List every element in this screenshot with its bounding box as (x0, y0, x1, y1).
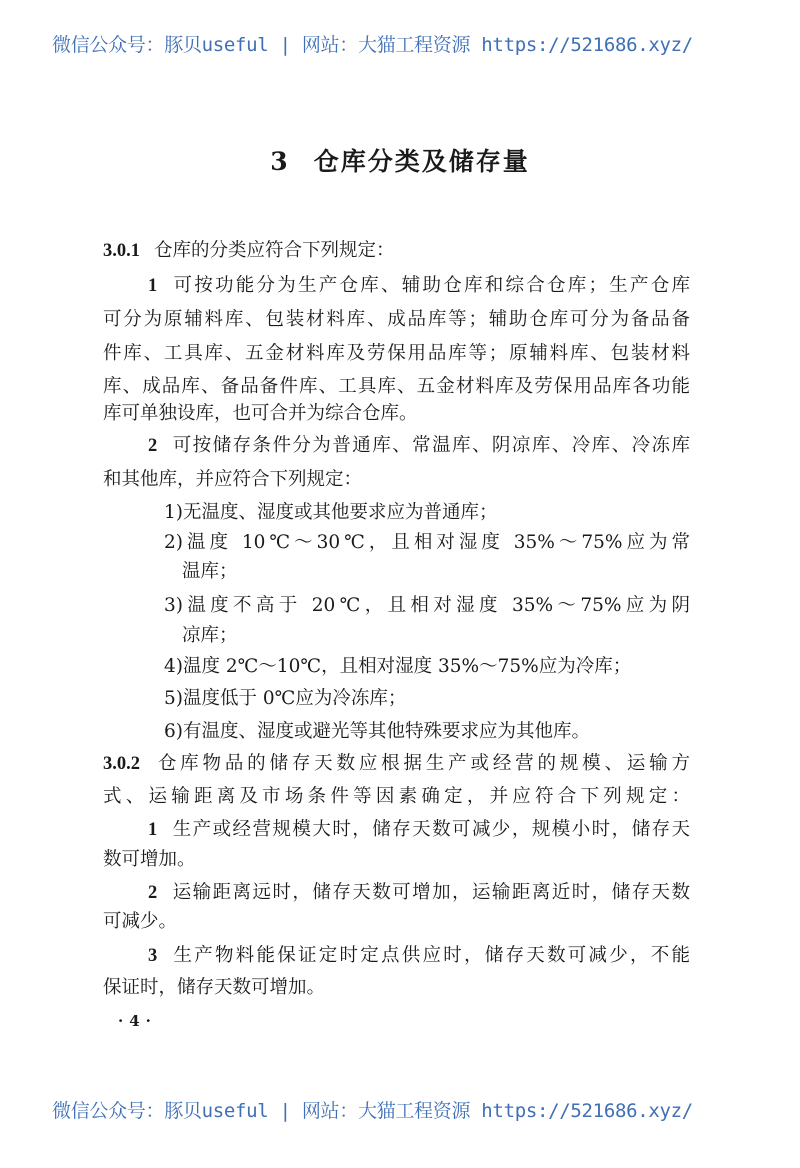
page-number: ·4· (118, 1012, 157, 1030)
line-text: 3)温度不高于 20℃，且相对湿度 35%～75%应为阴 (164, 595, 690, 616)
clause-line (103, 751, 690, 777)
text-line (103, 784, 690, 810)
text-line (103, 341, 690, 367)
text-line (103, 467, 362, 493)
chapter-number: 3 (270, 147, 290, 176)
clause-line (148, 433, 690, 459)
line-text: 5)温度低于 0℃应为冷冻库； (164, 688, 407, 709)
line-text: 可按功能分为生产仓库、辅助仓库和综合仓库；生产仓库 (171, 275, 690, 296)
line-text: 温库； (182, 561, 238, 582)
text-line (164, 719, 590, 745)
line-text: 6)有温度、湿度或避光等其他特殊要求应为其他库。 (164, 721, 590, 742)
text-line (103, 401, 418, 427)
clause-line (103, 238, 395, 264)
line-text: 和其他库，并应符合下列规定： (103, 469, 363, 490)
text-line (103, 847, 196, 873)
clause-line (148, 880, 690, 906)
clause-line (148, 273, 690, 299)
text-line (164, 593, 690, 619)
clause-line (148, 817, 690, 843)
text-line (182, 623, 238, 649)
line-text: 凉库； (182, 625, 238, 646)
watermark-footer: 微信公众号：豚贝useful | 网站：大猫工程资源 https://521686.xyz/ (52, 1100, 693, 1122)
line-text: 1)无温度、湿度或其他要求应为普通库； (164, 502, 498, 523)
line-text: 可分为原辅料库、包装材料库、成品库等；辅助仓库可分为备品备 (103, 309, 690, 330)
text-line (164, 500, 498, 526)
clause-line (148, 943, 690, 969)
watermark-header: 微信公众号：豚贝useful | 网站：大猫工程资源 https://521686.xyz/ (52, 34, 693, 56)
clause-number: 3.0.1 (103, 241, 140, 261)
clause-number: 1 (148, 820, 158, 840)
line-text: 库、成品库、备品备件库、工具库、五金材料库及劳保用品库各功能 (103, 376, 690, 397)
line-text: 式、运输距离及市场条件等因素确定，并应符合下列规定： (103, 786, 690, 807)
line-text: 库可单独设库，也可合并为综合仓库。 (103, 403, 418, 424)
text-line (103, 307, 690, 333)
text-line (103, 374, 690, 400)
text-line (103, 975, 325, 1001)
text-line (164, 530, 690, 556)
line-text: 数可增加。 (103, 849, 196, 870)
line-text: 可减少。 (103, 911, 178, 932)
line-text: 件库、工具库、五金材料库及劳保用品库等；原辅料库、包装材料 (103, 343, 690, 364)
text-line (164, 654, 631, 680)
line-text: 生产物料能保证定时定点供应时，储存天数可减少，不能 (171, 945, 690, 966)
text-line (103, 909, 177, 935)
line-text: 生产或经营规模大时，储存天数可减少，规模小时，储存天 (171, 819, 690, 840)
line-text: 保证时，储存天数可增加。 (103, 977, 326, 998)
clause-number: 2 (148, 883, 158, 903)
clause-number: 2 (148, 436, 158, 456)
chapter-title (0, 142, 800, 178)
clause-number: 3 (148, 946, 158, 966)
chapter-title-text: 仓库分类及储存量 (313, 147, 530, 176)
clause-number: 3.0.2 (103, 754, 140, 774)
line-text: 2)温度 10℃～30℃，且相对湿度 35%～75%应为常 (164, 532, 690, 553)
text-line (182, 559, 238, 585)
line-text: 仓库物品的储存天数应根据生产或经营的规模、运输方 (154, 753, 690, 774)
line-text: 可按储存条件分为普通库、常温库、阴凉库、冷库、冷冻库 (171, 435, 690, 456)
line-text: 运输距离远时，储存天数可增加，运输距离近时，储存天数 (171, 882, 690, 903)
line-text: 4)温度 2℃～10℃，且相对湿度 35%～75%应为冷库； (164, 656, 632, 677)
text-line (164, 686, 406, 712)
clause-number: 1 (148, 276, 158, 296)
line-text: 仓库的分类应符合下列规定： (154, 240, 395, 261)
